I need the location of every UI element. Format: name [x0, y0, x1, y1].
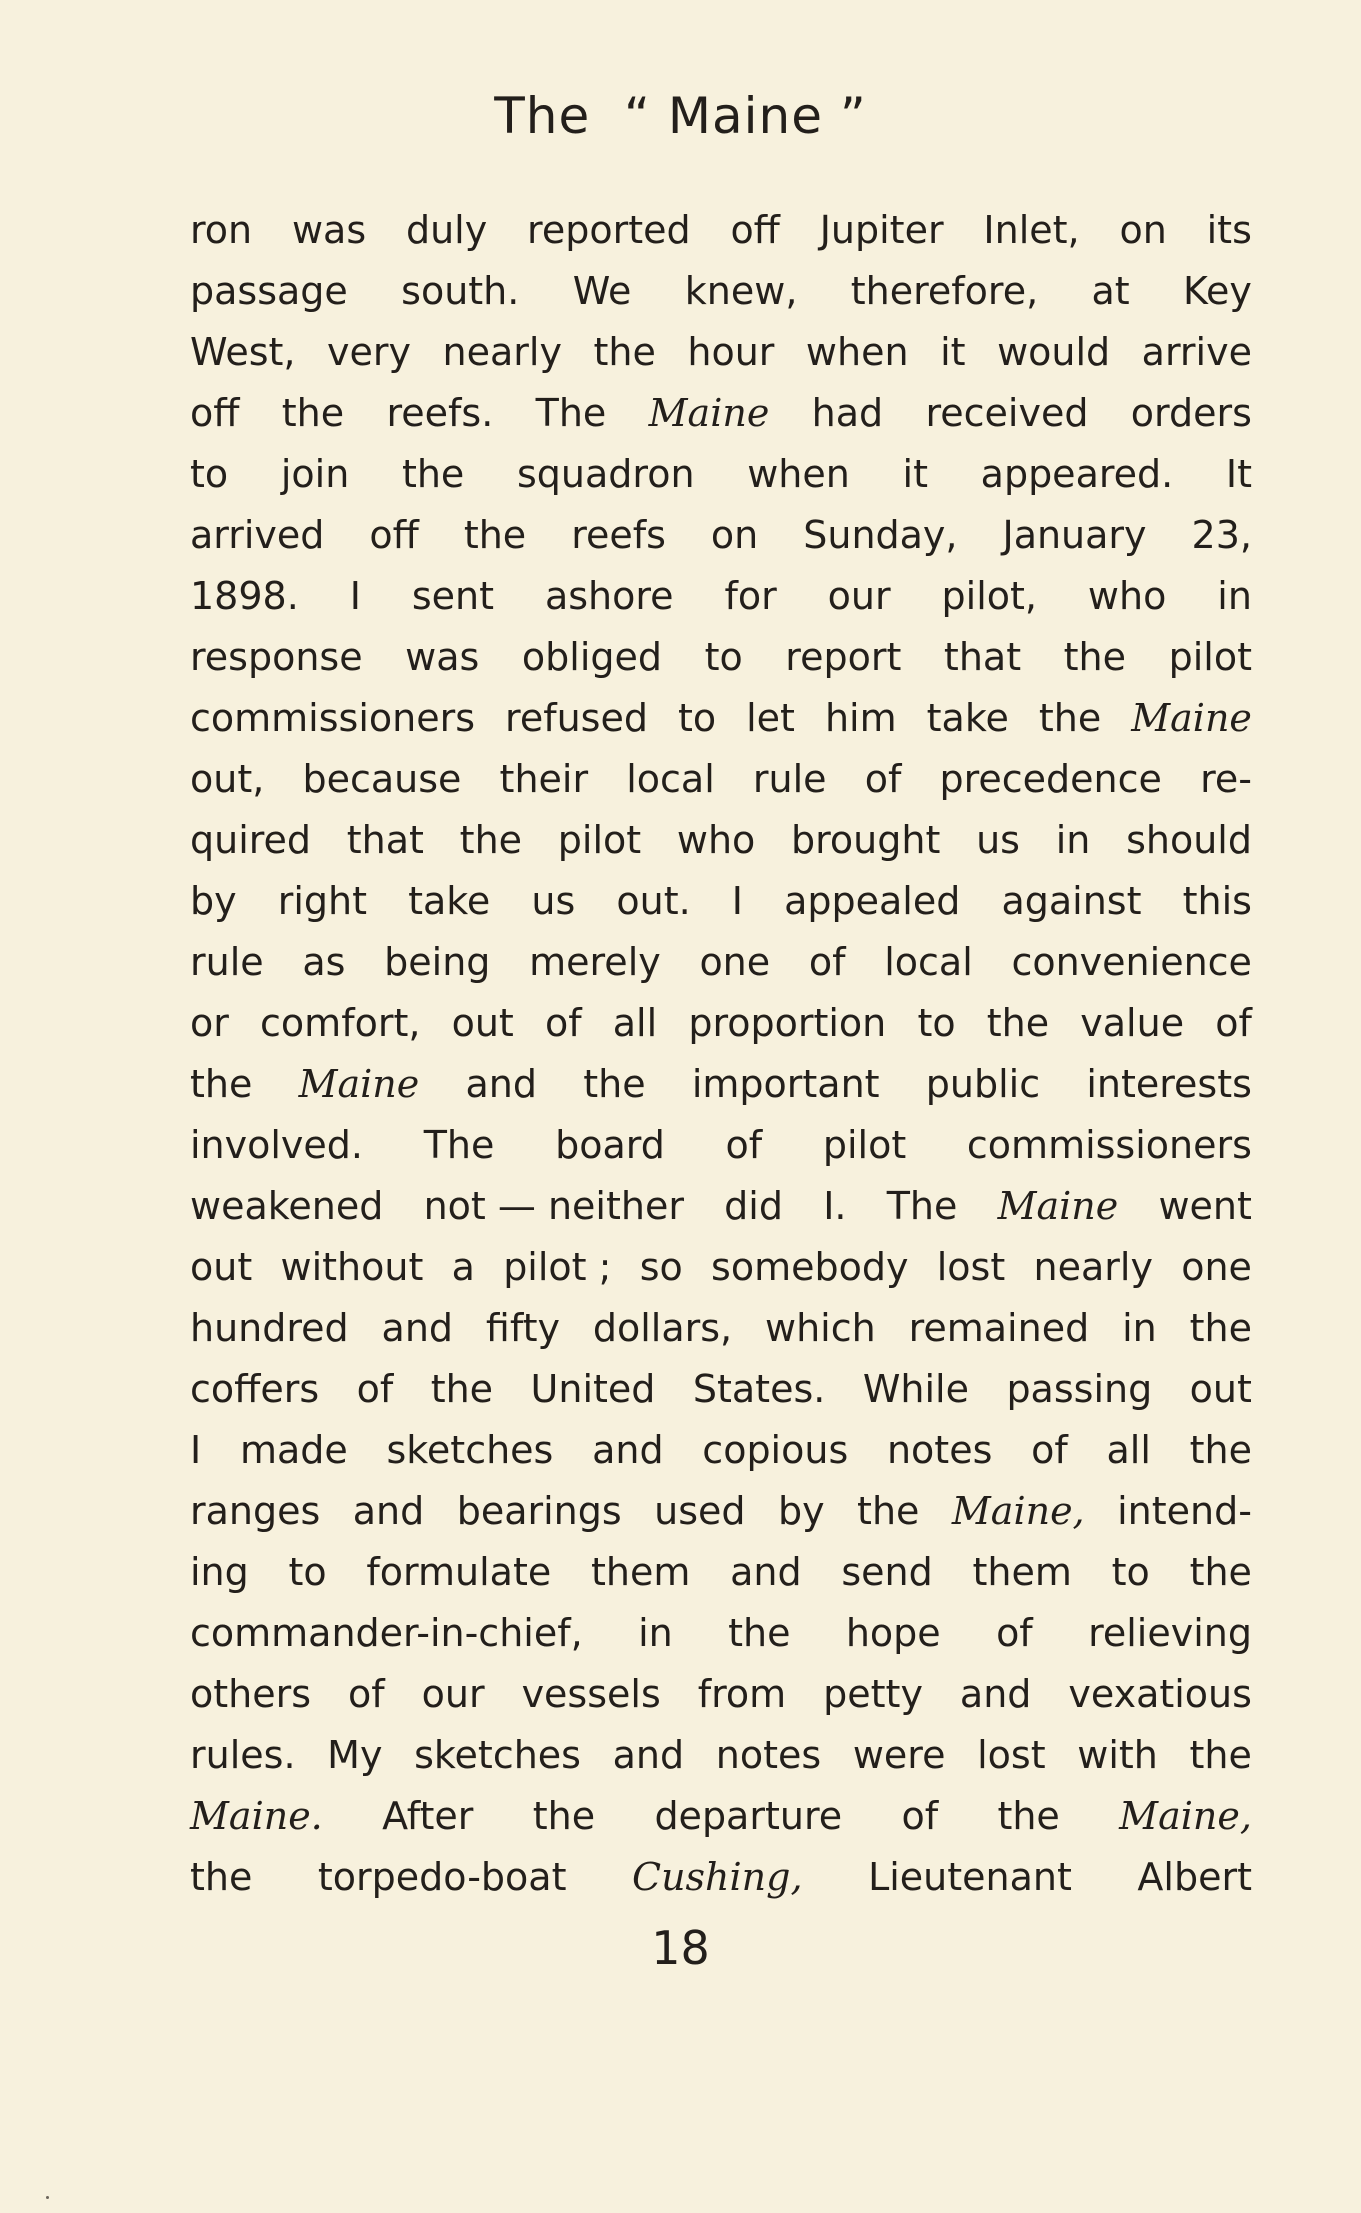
word: public	[925, 1062, 1041, 1106]
word: received	[925, 391, 1089, 435]
italic-word: Maine	[298, 1062, 420, 1106]
word: it	[940, 330, 966, 374]
word: all	[1106, 1428, 1151, 1472]
word: to	[677, 696, 717, 740]
word: on	[1119, 208, 1167, 252]
word: of	[725, 1123, 763, 1167]
word: 23,	[1191, 513, 1252, 557]
word: the	[532, 1794, 596, 1838]
word: the	[997, 1794, 1060, 1838]
word: of	[356, 1367, 394, 1411]
word: involved.	[190, 1123, 364, 1167]
italic-word: Maine.	[190, 1794, 323, 1838]
word: nearly	[1033, 1245, 1153, 1289]
word: had	[811, 391, 884, 435]
word: States.	[692, 1367, 826, 1411]
word: the	[459, 818, 523, 862]
italic-word: Maine	[1131, 696, 1252, 740]
word: in	[638, 1611, 673, 1655]
word: passing	[1006, 1367, 1153, 1411]
word: dollars,	[592, 1306, 733, 1350]
text-line	[190, 444, 1252, 505]
word: it	[902, 452, 928, 496]
word: pilot ;	[503, 1245, 612, 1289]
word: commissioners	[190, 696, 476, 740]
word: lost	[936, 1245, 1006, 1289]
word: their	[499, 757, 589, 801]
word: off	[190, 391, 240, 435]
word: sketches	[386, 1428, 554, 1472]
word: duly	[405, 208, 488, 252]
word: I	[190, 1428, 202, 1472]
word: value	[1080, 1001, 1185, 1045]
text-line	[190, 383, 1252, 444]
word: used	[654, 1489, 746, 1533]
word: with	[1077, 1733, 1158, 1777]
word: pilot,	[941, 574, 1037, 618]
word: from	[697, 1672, 787, 1716]
text-line	[190, 1298, 1252, 1359]
word: orders	[1130, 391, 1252, 435]
word: to	[1111, 1550, 1150, 1594]
word: take	[408, 879, 491, 923]
word: copious	[702, 1428, 849, 1472]
word: reported	[527, 208, 691, 252]
word: made	[239, 1428, 348, 1472]
italic-word: Maine	[648, 391, 770, 435]
text-line	[190, 1054, 1252, 1115]
word: departure	[654, 1794, 843, 1838]
word: was	[291, 208, 367, 252]
word: important	[691, 1062, 880, 1106]
paper-speck	[46, 2196, 49, 2199]
text-line	[190, 871, 1252, 932]
word: who	[676, 818, 756, 862]
word: notes	[715, 1733, 822, 1777]
word: him	[824, 696, 897, 740]
word: vessels	[521, 1672, 661, 1716]
word: which	[765, 1306, 876, 1350]
word: right	[277, 879, 367, 923]
word: and	[381, 1306, 454, 1350]
word: formulate	[366, 1550, 552, 1594]
word: rule	[752, 757, 827, 801]
word: that	[346, 818, 424, 862]
italic-word: Maine,	[1119, 1794, 1252, 1838]
word: and	[730, 1550, 802, 1594]
word: coffers	[190, 1367, 320, 1411]
word: not — neither	[423, 1184, 684, 1228]
text-line	[190, 200, 1252, 261]
word: the	[1189, 1428, 1252, 1472]
text-line	[190, 322, 1252, 383]
text-line	[190, 505, 1252, 566]
body-text	[190, 200, 1252, 1908]
word: in	[1122, 1306, 1157, 1350]
word: the	[1038, 696, 1102, 740]
text-line	[190, 1786, 1252, 1847]
word: lost	[977, 1733, 1046, 1777]
word: January	[1002, 513, 1147, 557]
word: relieving	[1088, 1611, 1252, 1655]
word: rules.	[190, 1733, 296, 1777]
word: My	[327, 1733, 383, 1777]
word: local	[884, 940, 973, 984]
word: somebody	[711, 1245, 909, 1289]
word: in	[1217, 574, 1252, 618]
word: the	[1189, 1306, 1252, 1350]
word: went	[1158, 1184, 1252, 1228]
word: pilot	[822, 1123, 907, 1167]
word: did	[724, 1184, 783, 1228]
word: when	[805, 330, 909, 374]
text-line	[190, 1359, 1252, 1420]
word: squadron	[517, 452, 695, 496]
word: take	[926, 696, 1009, 740]
word: the	[401, 452, 465, 496]
word: comfort,	[260, 1001, 421, 1045]
word: out.	[616, 879, 691, 923]
word: the	[430, 1367, 494, 1411]
word: arrive	[1141, 330, 1252, 374]
word: its	[1206, 208, 1252, 252]
word: The	[886, 1184, 958, 1228]
word: Key	[1183, 269, 1252, 313]
word: quired	[190, 818, 312, 862]
word: board	[555, 1123, 665, 1167]
word: out	[190, 1245, 253, 1289]
word: notes	[886, 1428, 993, 1472]
text-line	[190, 1664, 1252, 1725]
text-line	[190, 688, 1252, 749]
word: weakened	[190, 1184, 384, 1228]
word: off	[730, 208, 780, 252]
word: I.	[823, 1184, 847, 1228]
word: the	[463, 513, 527, 557]
word: appealed	[784, 879, 961, 923]
word: our	[421, 1672, 485, 1716]
word: the	[583, 1062, 646, 1106]
word: appeared.	[980, 452, 1174, 496]
word: were	[852, 1733, 946, 1777]
word: sent	[411, 574, 495, 618]
word: let	[746, 696, 795, 740]
word: Albert	[1137, 1855, 1252, 1899]
word: who	[1087, 574, 1167, 618]
text-line	[190, 261, 1252, 322]
word: in	[1055, 818, 1091, 862]
word: of	[1031, 1428, 1068, 1472]
word: bearings	[456, 1489, 622, 1533]
word: as	[302, 940, 346, 984]
word: of	[901, 1794, 939, 1838]
word: 1898.	[190, 574, 299, 618]
word: vexatious	[1068, 1672, 1252, 1716]
word: ashore	[544, 574, 674, 618]
word: because	[302, 757, 462, 801]
word: local	[626, 757, 715, 801]
word: After	[382, 1794, 474, 1838]
word: hour	[687, 330, 775, 374]
text-line	[190, 1725, 1252, 1786]
word: the	[1189, 1733, 1252, 1777]
word: was	[405, 635, 480, 679]
word: to	[917, 1001, 956, 1045]
word: out	[1189, 1367, 1252, 1411]
italic-word: Maine,	[951, 1489, 1085, 1533]
word: obliged	[521, 635, 663, 679]
text-line	[190, 932, 1252, 993]
word: hope	[845, 1611, 941, 1655]
word: to	[288, 1550, 327, 1594]
text-line	[190, 1603, 1252, 1664]
word: the	[190, 1062, 253, 1106]
word: others	[190, 1672, 312, 1716]
word: of	[1215, 1001, 1252, 1045]
word: them	[972, 1550, 1072, 1594]
word: one	[1181, 1245, 1252, 1289]
word: of	[348, 1672, 385, 1716]
text-line	[190, 1237, 1252, 1298]
word: ing	[190, 1550, 249, 1594]
word: of	[544, 1001, 582, 1045]
text-line	[190, 1542, 1252, 1603]
word: response	[190, 635, 363, 679]
text-line	[190, 1176, 1252, 1237]
word: out,	[190, 757, 265, 801]
text-line	[190, 627, 1252, 688]
word: merely	[529, 940, 661, 984]
word: them	[590, 1550, 691, 1594]
text-line	[190, 1847, 1252, 1908]
text-line	[190, 810, 1252, 871]
text-line	[190, 1115, 1252, 1176]
word: proportion	[688, 1001, 887, 1045]
word: passage	[190, 269, 348, 313]
word: intend-	[1117, 1489, 1252, 1533]
word: It	[1225, 452, 1252, 496]
word: reefs.	[386, 391, 494, 435]
word: one	[699, 940, 771, 984]
word: all	[612, 1001, 658, 1045]
word: the	[593, 330, 656, 374]
word: by	[190, 879, 237, 923]
word: remained	[908, 1306, 1090, 1350]
word: While	[862, 1367, 969, 1411]
word: our	[827, 574, 891, 618]
word: very	[327, 330, 412, 374]
word: us	[976, 818, 1020, 862]
word: by	[777, 1489, 825, 1533]
word: the	[1189, 1550, 1252, 1594]
word: when	[747, 452, 850, 496]
word: arrived	[190, 513, 325, 557]
text-line	[190, 993, 1252, 1054]
word: therefore,	[850, 269, 1039, 313]
word: re-	[1200, 757, 1252, 801]
word: so	[639, 1245, 683, 1289]
word: hundred	[190, 1306, 349, 1350]
word: report	[785, 635, 902, 679]
word: convenience	[1011, 940, 1252, 984]
word: ron	[190, 208, 253, 252]
word: a	[451, 1245, 475, 1289]
word: us	[531, 879, 576, 923]
word: Inlet,	[983, 208, 1080, 252]
word: the	[1063, 635, 1127, 679]
word: and	[959, 1672, 1032, 1716]
word: the	[281, 391, 345, 435]
word: nearly	[442, 330, 562, 374]
word: to	[190, 452, 229, 496]
word: being	[384, 940, 491, 984]
word: that	[943, 635, 1022, 679]
word: the	[728, 1611, 791, 1655]
word: and	[465, 1062, 537, 1106]
text-line	[190, 749, 1252, 810]
word: torpedo-boat	[317, 1855, 567, 1899]
text-line	[190, 1481, 1252, 1542]
word: or	[190, 1001, 229, 1045]
italic-word: Maine	[997, 1184, 1119, 1228]
word: south.	[401, 269, 520, 313]
word: brought	[791, 818, 941, 862]
word: interests	[1086, 1062, 1252, 1106]
word: knew,	[684, 269, 798, 313]
word: sketches	[414, 1733, 581, 1777]
word: for	[724, 574, 777, 618]
word: against	[1001, 879, 1142, 923]
word: of	[808, 940, 846, 984]
word: precedence	[939, 757, 1162, 801]
word: and	[592, 1428, 664, 1472]
word: without	[280, 1245, 424, 1289]
word: the	[986, 1001, 1050, 1045]
word: join	[280, 452, 350, 496]
word: commissioners	[966, 1123, 1252, 1167]
word: Jupiter	[819, 208, 944, 252]
word: commander-in-chief,	[190, 1611, 583, 1655]
text-line	[190, 1420, 1252, 1481]
word: to	[704, 635, 743, 679]
word: off	[369, 513, 419, 557]
word: petty	[823, 1672, 923, 1716]
word: of	[996, 1611, 1033, 1655]
word: Lieutenant	[868, 1855, 1072, 1899]
word: pilot	[557, 818, 642, 862]
word: Sunday,	[803, 513, 958, 557]
word: pilot	[1168, 635, 1252, 679]
word: out	[451, 1001, 514, 1045]
word: send	[841, 1550, 933, 1594]
word: of	[864, 757, 902, 801]
running-head: The “ Maine ”	[494, 87, 867, 145]
word: the	[857, 1489, 920, 1533]
word: and	[352, 1489, 425, 1533]
word: would	[997, 330, 1111, 374]
word: at	[1091, 269, 1130, 313]
word: on	[710, 513, 759, 557]
word: ranges	[190, 1489, 321, 1533]
word: The	[535, 391, 607, 435]
word: fifty	[485, 1306, 560, 1350]
text-line	[190, 566, 1252, 627]
word: the	[190, 1855, 253, 1899]
page-number: 18	[651, 1921, 710, 1975]
word: reefs	[571, 513, 666, 557]
word: I	[349, 574, 361, 618]
word: and	[612, 1733, 685, 1777]
word: refused	[505, 696, 648, 740]
word: this	[1182, 879, 1252, 923]
word: rule	[190, 940, 264, 984]
word: We	[572, 269, 632, 313]
word: United	[530, 1367, 656, 1411]
word: The	[423, 1123, 495, 1167]
word: should	[1126, 818, 1252, 862]
italic-word: Cushing,	[632, 1855, 803, 1899]
word: I	[731, 879, 744, 923]
word: West,	[190, 330, 296, 374]
